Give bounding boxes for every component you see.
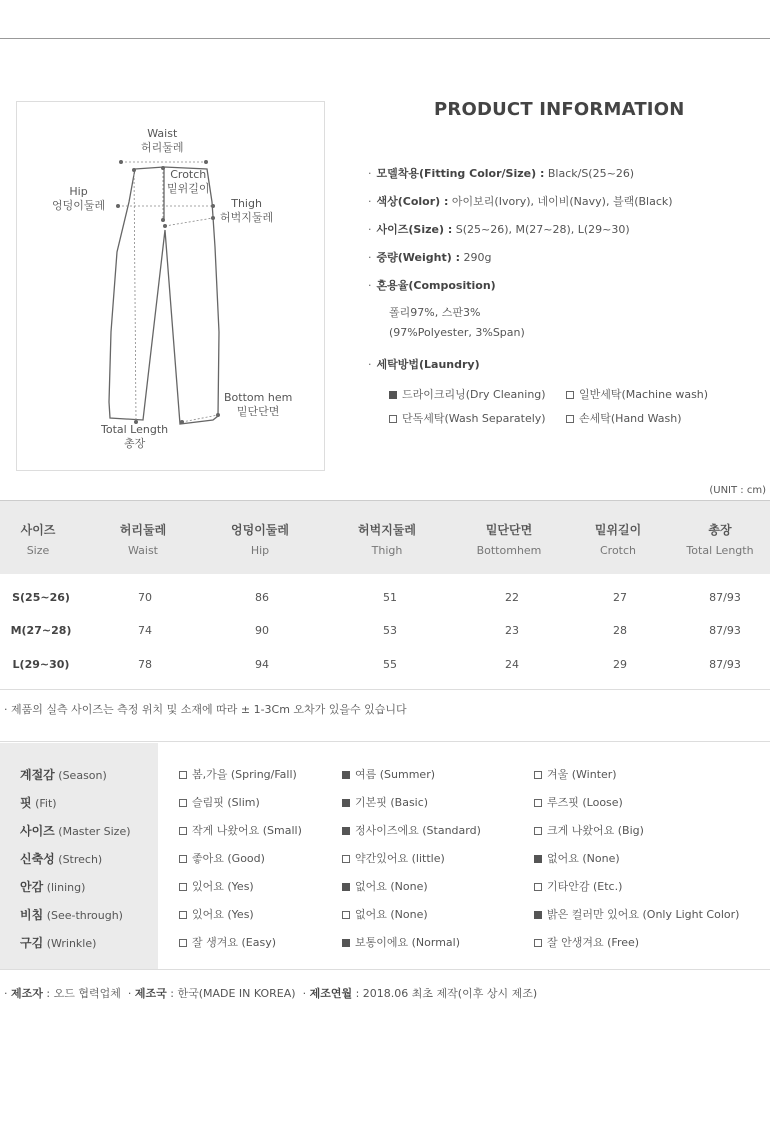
checkbox-icon [389, 415, 397, 423]
header-waist: 허리둘레 Waist [119, 523, 167, 557]
checkbox-icon [566, 415, 574, 423]
composition-line-1: 폴리97%, 스판3% [389, 306, 481, 319]
composition-line-2: (97%Polyester, 3%Span) [389, 326, 525, 339]
feature-option: 겨울 (Winter) [534, 766, 617, 782]
checkbox-icon [389, 391, 397, 399]
cell-crotch: 28 [613, 624, 627, 637]
feature-option: 밝은 컬러만 있어요 (Only Light Color) [534, 906, 739, 922]
size-table-header [0, 500, 770, 574]
measurement-diagram [16, 101, 325, 471]
divider [0, 689, 770, 690]
feature-option: 있어요 (Yes) [179, 906, 254, 922]
feature-row-wrinkle [0, 934, 770, 952]
divider [0, 741, 770, 742]
feature-option: 보통이에요 (Normal) [342, 934, 460, 950]
cell-thigh: 55 [383, 658, 397, 671]
checkbox-icon [534, 911, 542, 919]
feature-option: 작게 나왔어요 (Small) [179, 822, 302, 838]
cell-total-length: 87/93 [709, 658, 741, 671]
checkbox-icon [342, 855, 350, 863]
feature-option: 여름 (Summer) [342, 766, 435, 782]
product-info-title: PRODUCT INFORMATION [434, 99, 685, 120]
checkbox-icon [179, 911, 187, 919]
feature-row-lining [0, 878, 770, 896]
checkbox-icon [534, 827, 542, 835]
checkbox-icon [179, 771, 187, 779]
header-crotch: 밑위길이 Crotch [594, 523, 642, 557]
info-weight: · 중량(Weight) : 290g [368, 251, 492, 264]
feature-label: 안감 (lining) [20, 880, 86, 894]
cell-waist: 70 [138, 591, 152, 604]
feature-row-fit [0, 794, 770, 812]
label-total-length: Total Length 총장 [101, 423, 169, 450]
header-total-length: 총장 Total Length [686, 523, 754, 557]
feature-option: 없어요 (None) [342, 906, 428, 922]
feature-label: 비침 (See-through) [20, 908, 123, 922]
cell-waist: 78 [138, 658, 152, 671]
cell-hip: 90 [255, 624, 269, 637]
info-composition: · 혼용율(Composition) [368, 279, 496, 292]
checkbox-icon [566, 391, 574, 399]
checkbox-icon [534, 883, 542, 891]
feature-label: 계절감 (Season) [20, 768, 107, 782]
cell-bottomhem: 22 [505, 591, 519, 604]
cell-thigh: 53 [383, 624, 397, 637]
header-thigh: 허벅지둘레 Thigh [358, 523, 416, 557]
cell-size: M(27~28) [10, 624, 72, 637]
laundry-option-machine-wash: 일반세탁(Machine wash) [566, 386, 708, 402]
feature-option: 잘 생겨요 (Easy) [179, 934, 276, 950]
feature-option: 기타안감 (Etc.) [534, 878, 622, 894]
feature-option: 봄,가을 (Spring/Fall) [179, 766, 297, 782]
cell-crotch: 29 [613, 658, 627, 671]
checkbox-icon [179, 855, 187, 863]
laundry-option-wash-separately: 단독세탁(Wash Separately) [389, 410, 546, 426]
cell-waist: 74 [138, 624, 152, 637]
checkbox-icon [342, 883, 350, 891]
feature-option: 잘 안생겨요 (Free) [534, 934, 639, 950]
feature-option: 없어요 (None) [342, 878, 428, 894]
checkbox-icon [179, 799, 187, 807]
feature-option: 좋아요 (Good) [179, 850, 265, 866]
checkbox-icon [534, 771, 542, 779]
checkbox-icon [342, 799, 350, 807]
cell-crotch: 27 [613, 591, 627, 604]
measurement-note: · 제품의 실측 사이즈는 측정 위치 및 소재에 따라 ± 1-3Cm 오차가 있을수 있습니다 [4, 703, 407, 716]
feature-label: 구김 (Wrinkle) [20, 936, 97, 950]
feature-option: 슬림핏 (Slim) [179, 794, 260, 810]
feature-option: 루즈핏 (Loose) [534, 794, 623, 810]
feature-option: 정사이즈에요 (Standard) [342, 822, 481, 838]
info-color: · 색상(Color) : 아이보리(Ivory), 네이비(Navy), 블랙(Black) [368, 195, 673, 208]
manufacturer-info: · 제조자 : 오드 협력업체 · 제조국 : 한국(MADE IN KOREA) · 제조연월 : 2018.06 최초 제작(이후 상시 제조) [4, 987, 538, 1000]
cell-bottomhem: 24 [505, 658, 519, 671]
header-bottomhem: 밑단단면 Bottomhem [476, 523, 542, 557]
feature-label: 핏 (Fit) [20, 796, 57, 810]
checkbox-icon [342, 771, 350, 779]
table-row [0, 624, 770, 644]
feature-option: 약간있어요 (little) [342, 850, 445, 866]
checkbox-icon [342, 827, 350, 835]
feature-row-see-through [0, 906, 770, 924]
cell-size: S(25~26) [12, 591, 70, 604]
checkbox-icon [534, 799, 542, 807]
label-bottom-hem: Bottom hem 밑단단면 [224, 391, 293, 418]
checkbox-icon [342, 939, 350, 947]
laundry-option-dry-cleaning: 드라이크리닝(Dry Cleaning) [389, 386, 546, 402]
table-row [0, 591, 770, 611]
divider [0, 969, 770, 970]
label-thigh: Thigh 허벅지둘레 [220, 197, 274, 224]
table-row [0, 658, 770, 678]
cell-total-length: 87/93 [709, 624, 741, 637]
top-divider [0, 38, 770, 39]
cell-size: L(29~30) [12, 658, 70, 671]
feature-row-master-size [0, 822, 770, 840]
header-hip: 엉덩이둘레 Hip [231, 523, 289, 557]
label-crotch: Crotch 밑위길이 [167, 168, 210, 195]
feature-option: 있어요 (Yes) [179, 878, 254, 894]
header-size: 사이즈 Size [20, 523, 56, 557]
feature-option: 크게 나왔어요 (Big) [534, 822, 644, 838]
info-fitting: · 모델착용(Fitting Color/Size) : Black/S(25~26) [368, 167, 635, 180]
laundry-option-hand-wash: 손세탁(Hand Wash) [566, 410, 682, 426]
unit-label: (UNIT : cm) [709, 485, 766, 496]
info-laundry: · 세탁방법(Laundry) [368, 358, 480, 371]
info-size: · 사이즈(Size) : S(25~26), M(27~28), L(29~30) [368, 223, 630, 236]
feature-row-stretch [0, 850, 770, 868]
label-hip: Hip 엉덩이둘레 [52, 185, 106, 212]
label-waist: Waist 허리둘레 [141, 127, 184, 154]
cell-hip: 86 [255, 591, 269, 604]
feature-option: 없어요 (None) [534, 850, 620, 866]
checkbox-icon [342, 911, 350, 919]
cell-thigh: 51 [383, 591, 397, 604]
feature-row-season [0, 766, 770, 784]
checkbox-icon [534, 939, 542, 947]
cell-hip: 94 [255, 658, 269, 671]
feature-label: 사이즈 (Master Size) [20, 824, 131, 838]
cell-bottomhem: 23 [505, 624, 519, 637]
checkbox-icon [179, 883, 187, 891]
checkbox-icon [179, 827, 187, 835]
feature-option: 기본핏 (Basic) [342, 794, 428, 810]
cell-total-length: 87/93 [709, 591, 741, 604]
checkbox-icon [534, 855, 542, 863]
feature-label: 신축성 (Strech) [20, 852, 103, 866]
checkbox-icon [179, 939, 187, 947]
